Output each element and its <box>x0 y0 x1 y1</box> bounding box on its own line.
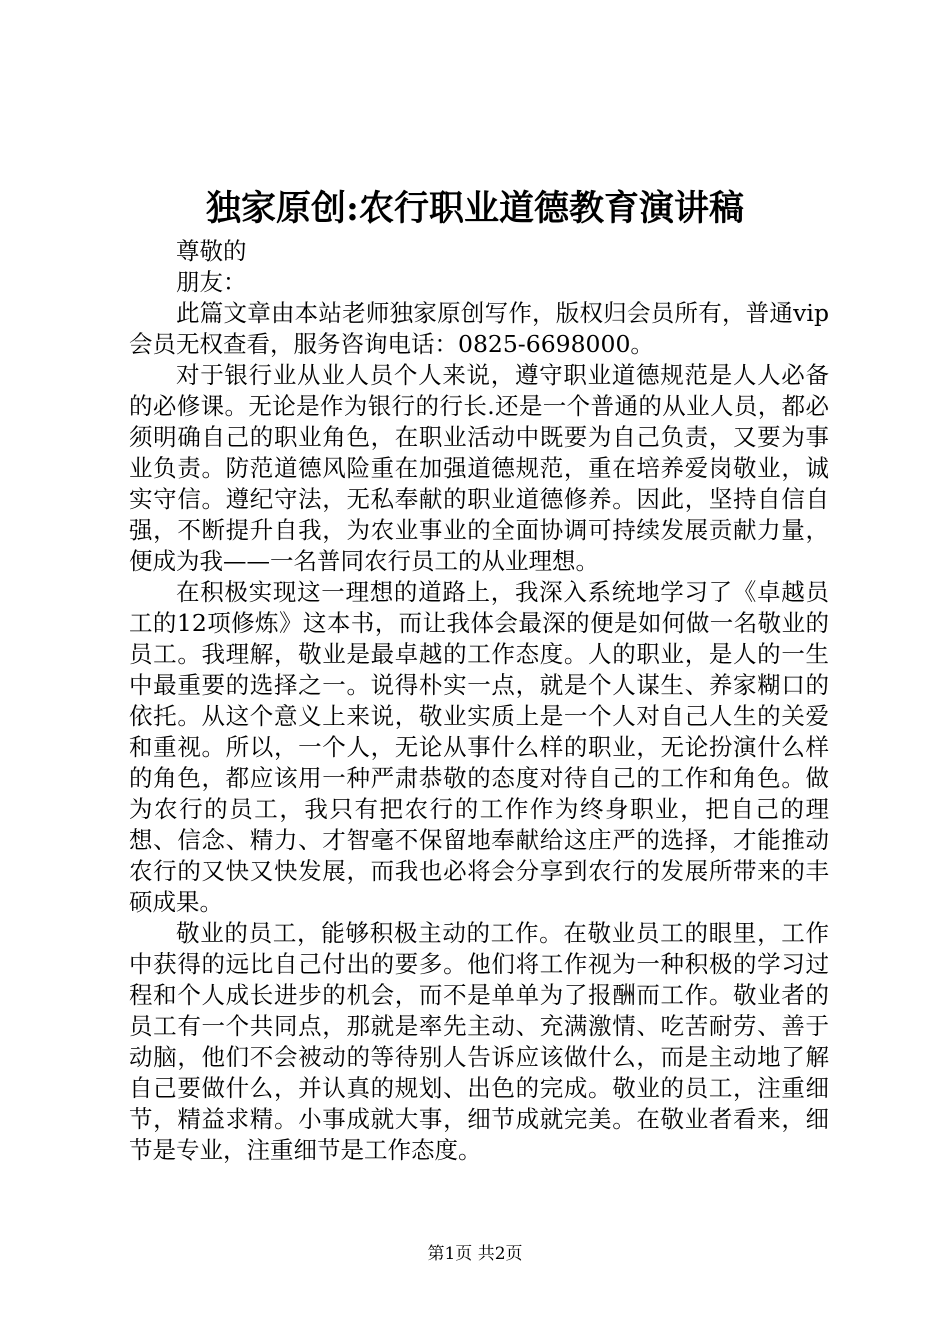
body-paragraph: 敬业的员工，能够积极主动的工作。在敬业员工的眼里，工作中获得的远比自己付出的要多。他们将工作视为一种积极的学习过程和个人成长进步的机会，而不是单单为了报酬而工作。敬业者的员工有一个共同点，那就是率先主动、充满激情、吃苦耐劳、善于动脑，他们不会被动的等待别人告诉应该做什么，而是主动地了解自己要做什么，并认真的规划、出色的完成。敬业的员工，注重细节，精益求精。小事成就大事，细节成就完美。在敬业者看来，细节是专业，注重细节是工作态度。 <box>129 919 829 1164</box>
page-footer: 第1页 共2页 <box>427 1244 523 1264</box>
body-paragraph: 对于银行业从业人员个人来说，遵守职业道德规范是人人必备的必修课。无论是作为银行的行长.还是一个普通的从业人员，都必须明确自己的职业角色，在职业活动中既要为自己负责，又要为事业负责。防范道德风险重在加强道德规范，重在培养爱岗敬业，诚实守信。遵纪守法，无私奉献的职业道德修养。因此，坚持自信自强，不断提升自我，为农业事业的全面协调可持续发展贡献力量，便成为我——一名普同农行员工的从业理想。 <box>129 361 829 575</box>
salutation-line-2: 朋友： <box>176 268 247 296</box>
body-paragraph: 在积极实现这一理想的道路上，我深入系统地学习了《卓越员工的12项修炼》这本书，而让我体会最深的便是如何做一名敬业的员工。我理解，敬业是最卓越的工作态度。人的职业，是人的一生中最重要的选择之一。说得朴实一点，就是个人谋生、养家糊口的依托。从这个意义上来说，敬业实质上是一个人对自己人生的关爱和重视。所以，一个人，无论从事什么样的职业，无论扮演什么样的角色，都应该用一种严肃恭敬的态度对待自己的工作和角色。做为农行的员工，我只有把农行的工作作为终身职业，把自己的理想、信念、精力、才智毫不保留地奉献给这庄严的选择，才能推动农行的又快又快发展，而我也必将会分享到农行的发展所带来的丰硕成果。 <box>129 578 829 916</box>
copyright-notice-paragraph: 此篇文章由本站老师独家原创写作，版权归会员所有，普通vip会员无权查看，服务咨询电话：0825-6698000。 <box>129 299 829 358</box>
document-body <box>129 236 829 1166</box>
salutation-line-1: 尊敬的 <box>176 237 247 265</box>
document-title: 独家原创:农行职业道德教育演讲稿 <box>206 188 744 229</box>
